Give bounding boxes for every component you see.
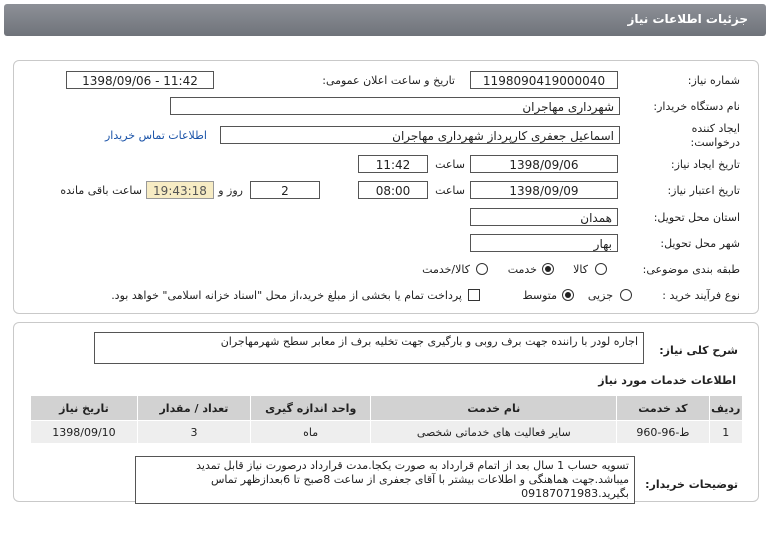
creator-label: ایجاد کننده درخواست: xyxy=(690,122,740,149)
valid-time-field: 08:00 xyxy=(358,181,428,199)
col-service-name: نام خدمت xyxy=(371,396,617,421)
announce-datetime-label: تاریخ و ساعت اعلان عمومی: xyxy=(322,74,455,87)
services-section-title: اطلاعات خدمات مورد نیاز xyxy=(598,374,736,387)
buyer-org-field: شهرداری مهاجران xyxy=(170,97,620,115)
day-and-label: روز و xyxy=(218,184,243,197)
valid-hour-label: ساعت xyxy=(435,184,465,197)
title-bar-strip xyxy=(4,4,766,36)
need-number-label: شماره نیاز: xyxy=(687,74,740,87)
create-date-label: تاریخ ایجاد نیاز: xyxy=(670,158,740,171)
province-field: همدان xyxy=(470,208,618,226)
create-hour-label: ساعت xyxy=(435,158,465,171)
process-option-medium: متوسط xyxy=(522,289,557,302)
remaining-label: ساعت باقی مانده xyxy=(60,184,142,197)
announce-datetime-field: 1398/09/06 - 11:42 xyxy=(66,71,214,89)
valid-date-field: 1398/09/09 xyxy=(470,181,618,199)
col-quantity: تعداد / مقدار xyxy=(137,396,250,421)
process-option-minor: جزیی xyxy=(587,289,613,302)
buyer-org-label: نام دستگاه خریدار: xyxy=(653,100,740,113)
col-unit: واحد اندازه گیری xyxy=(251,396,371,421)
city-field: بهار xyxy=(470,234,618,252)
create-date-field: 1398/09/06 xyxy=(470,155,618,173)
table-row xyxy=(31,421,743,444)
services-table xyxy=(30,395,743,444)
valid-date-label: تاریخ اعتبار نیاز: xyxy=(667,184,740,197)
category-radio-goods-service[interactable] xyxy=(476,263,488,275)
cell-row: 1 xyxy=(709,421,742,444)
cell-need-date: 1398/09/10 xyxy=(31,421,138,444)
creator-field: اسماعیل جعفری کارپرداز شهرداری مهاجران xyxy=(220,126,620,144)
days-field: 2 xyxy=(250,181,320,199)
process-radio-medium[interactable] xyxy=(562,289,574,301)
buyer-notes-label: توضیحات خریدار: xyxy=(645,478,738,491)
category-label: طبقه بندی موضوعی: xyxy=(642,263,740,276)
page-title: جزئیات اطلاعات نیاز xyxy=(627,12,748,26)
cell-service-name: سایر فعالیت های خدماتی شخصی xyxy=(371,421,617,444)
description-field: اجاره لودر با راننده جهت برف روبی و بارگیری جهت تخلیه برف از معابر سطح شهرمهاجران xyxy=(94,332,644,364)
cell-service-code: ط-96-960 xyxy=(617,421,709,444)
col-need-date: تاریخ نیاز xyxy=(31,396,138,421)
treasury-payment-checkbox[interactable] xyxy=(468,289,480,301)
need-number-field: 1198090419000040 xyxy=(470,71,618,89)
category-option-goods: کالا xyxy=(573,263,588,276)
services-table-header xyxy=(31,396,743,421)
title-bar xyxy=(0,0,770,44)
col-row: ردیف xyxy=(709,396,742,421)
buyer-contact-link[interactable]: اطلاعات تماس خریدار xyxy=(105,129,207,142)
category-radio-goods[interactable] xyxy=(595,263,607,275)
category-option-goods-service: کالا/خدمت xyxy=(422,263,470,276)
create-time-field: 11:42 xyxy=(358,155,428,173)
province-label: استان محل تحویل: xyxy=(653,211,740,224)
process-radio-minor[interactable] xyxy=(620,289,632,301)
remaining-time-field: 19:43:18 xyxy=(146,181,214,199)
description-label: شرح کلی نیاز: xyxy=(659,344,738,357)
cell-unit: ماه xyxy=(251,421,371,444)
category-option-service: خدمت xyxy=(507,263,537,276)
buyer-notes-field: تسویه حساب 1 سال بعد از اتمام قرارداد به صورت یکجا.مدت قرارداد درصورت نیاز قابل تمدید میباشد.جهت هماهنگی و اطلاعات بیشتر با آقای جعفری از ساعت 8صبح تا 6بعدازظهر تماس بگیرید.09187071983 xyxy=(135,456,635,504)
col-service-code: کد خدمت xyxy=(617,396,709,421)
city-label: شهر محل تحویل: xyxy=(660,237,740,250)
treasury-payment-note: پرداخت تمام یا بخشی از مبلغ خرید،از محل "اسناد خزانه اسلامی" خواهد بود. xyxy=(111,289,462,302)
cell-quantity: 3 xyxy=(137,421,250,444)
category-radio-service[interactable] xyxy=(542,263,554,275)
process-label: نوع فرآیند خرید : xyxy=(662,289,740,302)
